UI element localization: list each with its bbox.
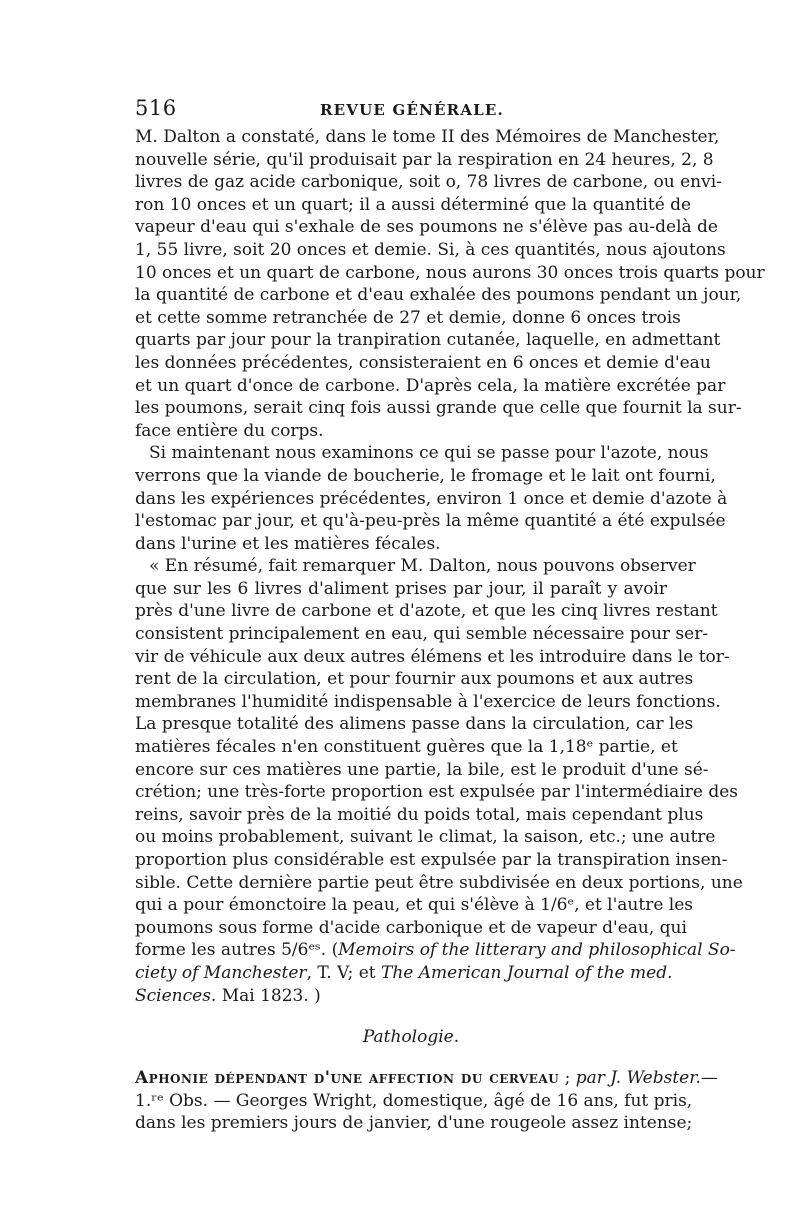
journal-title: Memoirs of the litterary and philosophical So- <box>338 940 736 961</box>
text-line: dans les premiers jours de janvier, d'une rougeole assez intense; <box>135 1113 693 1134</box>
article-byline: par J. Webster.— <box>575 1068 718 1089</box>
text-run: , T. V; et <box>306 962 382 983</box>
citation-line <box>135 962 673 985</box>
citation-line <box>135 939 736 962</box>
text-line: que sur les 6 livres d'aliment prises par jour, il paraît y avoir <box>135 578 667 599</box>
text-line: Si maintenant nous examinons ce qui se passe pour l'azote, nous <box>149 443 709 464</box>
journal-title: The American Journal of the med. <box>381 962 673 983</box>
text-line: membranes l'humidité indispensable à l'exercice de leurs fonctions. <box>135 691 721 712</box>
text-line: quarts par jour pour la tranpiration cutanée, laquelle, en admettant <box>135 330 721 351</box>
text-line: les données précédentes, consisteraient en 6 onces et demie d'eau <box>135 352 711 373</box>
text-line: nouvelle série, qu'il produisait par la respiration en 24 heures, 2, 8 <box>135 149 714 170</box>
text-line: ron 10 onces et un quart; il a aussi déterminé que la quantité de <box>135 194 692 215</box>
text-line: 1, 55 livre, soit 20 onces et demie. Si, à ces quantités, nous ajoutons <box>135 239 726 260</box>
text-line: et cette somme retranchée de 27 et demie, donne 6 onces trois <box>135 307 681 328</box>
paragraph-dalton-respiration <box>135 126 765 442</box>
text-run: . Mai 1823. ) <box>210 985 321 1006</box>
text-line: dans les expériences précédentes, environ 1 once et demie d'azote à <box>135 488 728 509</box>
citation-line <box>135 985 667 1008</box>
paragraph-resume <box>135 555 743 1007</box>
text-line: vapeur d'eau qui s'exhale de ses poumons ne s'élève pas au-delà de <box>135 217 718 238</box>
text-line: sible. Cette dernière partie peut être subdivisée en deux portions, une <box>135 872 743 893</box>
journal-title: Sciences <box>135 985 211 1006</box>
text-line: qui a pour émonctoire la peau, et qui s'élève à 1/6ᵉ, et l'autre les <box>135 895 694 916</box>
text-line: les poumons, serait cinq fois aussi grande que celle que fournit la sur- <box>135 398 742 419</box>
text-line: verrons que la viande de boucherie, le fromage et le lait ont fourni, <box>135 465 716 486</box>
page-header <box>135 96 667 124</box>
text-line: 1.ʳᵉ Obs. — Georges Wright, domestique, âgé de 16 ans, fut pris, <box>135 1090 693 1111</box>
text-line: matières fécales n'en constituent guères que la 1,18ᵉ partie, et <box>135 737 678 758</box>
text-line: dans l'urine et les matières fécales. <box>135 533 441 554</box>
text-line: livres de gaz acide carbonique, soit o, 78 livres de carbone, ou envi- <box>135 172 722 193</box>
text-line: crétion; une très-forte proportion est expulsée par l'intermédiaire des <box>135 782 739 803</box>
book-page <box>135 96 765 1135</box>
text-line: poumons sous forme d'acide carbonique et de vapeur d'eau, qui <box>135 917 687 938</box>
text-line: ou moins probablement, suivant le climat, la saison, etc.; une autre <box>135 827 716 848</box>
text-line: M. Dalton a constaté, dans le tome II des Mémoires de Manchester, <box>135 127 720 147</box>
journal-title: ciety of Manchester <box>135 962 307 983</box>
text-line: consistent principalement en eau, qui semble nécessaire pour ser- <box>135 624 709 645</box>
text-line: 10 onces et un quart de carbone, nous aurons 30 onces trois quarts pour <box>135 262 765 283</box>
text-line: face entière du corps. <box>135 420 324 441</box>
article-aphonie <box>135 1067 718 1135</box>
text-line: encore sur ces matières une partie, la bile, est le produit d'une sé- <box>135 759 709 780</box>
article-title-line <box>135 1067 718 1090</box>
text-run: ; <box>559 1068 576 1089</box>
text-run: forme les autres 5/6ᵉˢ. ( <box>135 940 339 961</box>
text-line: rent de la circulation, et pour fournir aux poumons et aux autres <box>135 669 694 690</box>
text-line: et un quart d'once de carbone. D'après cela, la matière excrétée par <box>135 375 726 396</box>
text-line: la quantité de carbone et d'eau exhalée des poumons pendant un jour, <box>135 285 742 306</box>
text-line: vir de véhicule aux deux autres élémens et les introduire dans le tor- <box>135 646 730 667</box>
article-title: Aphonie dépendant d'une affection du cerveau <box>135 1068 560 1089</box>
running-head: REVUE GÉNÉRALE. <box>320 101 504 119</box>
text-line: « En résumé, fait remarquer M. Dalton, nous pouvons observer <box>149 556 696 577</box>
text-line: proportion plus considérable est expulsée par la transpiration insen- <box>135 850 728 870</box>
text-line: La presque totalité des alimens passe dans la circulation, car les <box>135 714 694 735</box>
paragraph-azote <box>135 442 728 555</box>
text-line: près d'une livre de carbone et d'azote, et que les cinq livres restant <box>135 601 718 622</box>
page-number: 516 <box>135 96 177 120</box>
section-title: Pathologie. <box>362 1027 460 1048</box>
text-line: l'estomac par jour, et qu'à-peu-près la même quantité a été expulsée <box>135 511 726 532</box>
text-line: reins, savoir près de la moitié du poids total, mais cependant plus <box>135 804 704 825</box>
